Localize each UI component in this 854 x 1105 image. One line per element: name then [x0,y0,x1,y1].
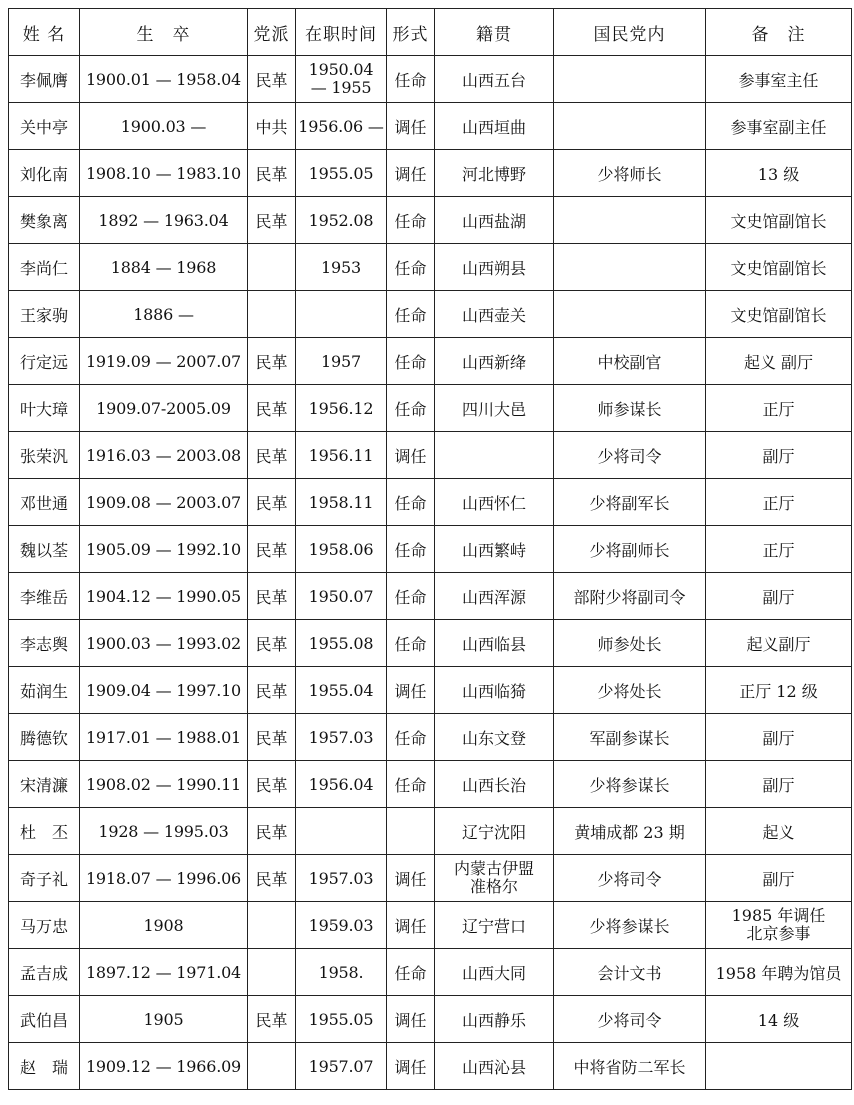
kmt-position-cell [554,103,706,150]
kmt-position-cell: 会计文书 [554,949,706,996]
table-row [9,667,852,714]
form-cell: 任命 [387,761,435,808]
party-cell: 民革 [248,761,296,808]
form-cell: 任命 [387,338,435,385]
name-cell: 杜 丕 [9,808,80,855]
lifespan-cell: 1905 [80,996,248,1043]
kmt-position-cell: 少将师长 [554,150,706,197]
tenure-cell: 1957 [296,338,387,385]
form-cell: 调任 [387,1043,435,1090]
party-cell: 民革 [248,996,296,1043]
party-cell: 民革 [248,620,296,667]
remark-cell: 1958 年聘为馆员 [706,949,852,996]
table-row [9,902,852,949]
table-row [9,103,852,150]
origin-cell: 山西大同 [435,949,554,996]
form-cell: 调任 [387,150,435,197]
kmt-position-cell: 少将司令 [554,432,706,479]
table-row [9,197,852,244]
remark-cell: 正厅 [706,479,852,526]
table-row [9,385,852,432]
origin-cell: 山西沁县 [435,1043,554,1090]
table-row [9,949,852,996]
kmt-header: 国民党内 [554,9,706,56]
kmt-position-cell: 黄埔成都 23 期 [554,808,706,855]
table-body [9,56,852,1090]
form-cell: 任命 [387,197,435,244]
name-cell: 腾德钦 [9,714,80,761]
form-cell: 调任 [387,996,435,1043]
header-row [9,9,852,56]
lifespan-cell: 1909.08 — 2003.07 [80,479,248,526]
party-cell [248,949,296,996]
tenure-cell: 1959.03 [296,902,387,949]
remark-cell: 正厅 [706,385,852,432]
form-cell: 任命 [387,291,435,338]
kmt-position-cell [554,197,706,244]
party-header: 党派 [248,9,296,56]
remark-cell: 参事室副主任 [706,103,852,150]
origin-cell: 山西垣曲 [435,103,554,150]
table-row [9,808,852,855]
lifespan-cell: 1900.03 — 1993.02 [80,620,248,667]
origin-cell: 山西浑源 [435,573,554,620]
party-cell: 民革 [248,667,296,714]
origin-cell [435,432,554,479]
tenure-cell: 1956.11 [296,432,387,479]
table-row [9,714,852,761]
lifespan-cell: 1884 — 1968 [80,244,248,291]
origin-cell: 河北博野 [435,150,554,197]
lifespan-cell: 1918.07 — 1996.06 [80,855,248,902]
remark-cell: 正厅 [706,526,852,573]
lifespan-cell: 1900.01 — 1958.04 [80,56,248,103]
table-row [9,526,852,573]
origin-cell: 山西繁峙 [435,526,554,573]
remark-cell-line: 北京参事 [746,924,811,943]
lifespan-cell: 1909.12 — 1966.09 [80,1043,248,1090]
remark-cell: 起义 副厅 [706,338,852,385]
lifespan-cell: 1919.09 — 2007.07 [80,338,248,385]
origin-header: 籍贯 [435,9,554,56]
origin-cell: 辽宁沈阳 [435,808,554,855]
table-row [9,1043,852,1090]
party-cell: 民革 [248,526,296,573]
origin-cell: 山西壶关 [435,291,554,338]
origin-cell-line: 内蒙古伊盟 [453,859,534,878]
tenure-cell: 1950.07 [296,573,387,620]
kmt-position-cell: 中校副官 [554,338,706,385]
lifespan-cell: 1917.01 — 1988.01 [80,714,248,761]
name-cell: 王家驹 [9,291,80,338]
tenure-cell [296,808,387,855]
remark-cell: 文史馆副馆长 [706,244,852,291]
name-cell: 李志舆 [9,620,80,667]
name-cell: 武伯昌 [9,996,80,1043]
remark-cell: 副厅 [706,432,852,479]
tenure-cell [296,291,387,338]
tenure-cell: 1956.06 — [296,103,387,150]
tenure-cell: 1958. [296,949,387,996]
tenure-cell-line: 1950.04 [308,60,374,79]
form-cell: 任命 [387,479,435,526]
origin-cell: 山西五台 [435,56,554,103]
table-row [9,291,852,338]
origin-cell [435,855,554,902]
kmt-position-cell [554,56,706,103]
remark-cell: 参事室主任 [706,56,852,103]
party-cell: 民革 [248,197,296,244]
table-row [9,338,852,385]
name-cell: 奇子礼 [9,855,80,902]
lifespan-cell: 1905.09 — 1992.10 [80,526,248,573]
form-cell: 调任 [387,432,435,479]
form-cell: 调任 [387,902,435,949]
tenure-cell: 1955.05 [296,996,387,1043]
name-header: 姓 名 [9,9,80,56]
remark-cell: 起义 [706,808,852,855]
dates-header: 生 卒 [80,9,248,56]
table-row [9,761,852,808]
remark-cell: 副厅 [706,855,852,902]
lifespan-cell: 1886 — [80,291,248,338]
party-cell: 民革 [248,432,296,479]
table-row [9,150,852,197]
kmt-position-cell: 少将司令 [554,996,706,1043]
party-cell [248,244,296,291]
name-cell: 赵 瑞 [9,1043,80,1090]
party-cell [248,291,296,338]
name-cell: 李尚仁 [9,244,80,291]
table-row [9,996,852,1043]
kmt-position-cell: 少将司令 [554,855,706,902]
origin-cell: 辽宁营口 [435,902,554,949]
table-row [9,479,852,526]
form-cell: 任命 [387,244,435,291]
form-cell: 任命 [387,949,435,996]
name-cell: 茹润生 [9,667,80,714]
party-cell: 民革 [248,714,296,761]
remark-cell: 13 级 [706,150,852,197]
lifespan-cell: 1908.02 — 1990.11 [80,761,248,808]
remark-cell: 文史馆副馆长 [706,291,852,338]
remark-cell-line: 1985 年调任 [731,906,826,925]
lifespan-cell: 1892 — 1963.04 [80,197,248,244]
remark-cell: 正厅 12 级 [706,667,852,714]
form-cell: 任命 [387,526,435,573]
party-cell: 民革 [248,855,296,902]
tenure-cell-line: — 1955 [310,78,372,97]
origin-cell: 山西静乐 [435,996,554,1043]
form-cell: 任命 [387,56,435,103]
lifespan-cell: 1909.04 — 1997.10 [80,667,248,714]
form-cell: 任命 [387,620,435,667]
form-header: 形式 [387,9,435,56]
lifespan-cell: 1900.03 — [80,103,248,150]
remark-cell: 副厅 [706,714,852,761]
name-cell: 宋清濂 [9,761,80,808]
party-cell: 民革 [248,150,296,197]
party-cell: 民革 [248,385,296,432]
tenure-cell: 1955.08 [296,620,387,667]
lifespan-cell: 1928 — 1995.03 [80,808,248,855]
party-cell: 民革 [248,479,296,526]
party-cell [248,902,296,949]
table-row [9,573,852,620]
remark-cell: 副厅 [706,761,852,808]
remark-cell [706,902,852,949]
kmt-position-cell: 少将处长 [554,667,706,714]
name-cell: 叶大璋 [9,385,80,432]
tenure-cell: 1955.04 [296,667,387,714]
kmt-position-cell: 少将参谋长 [554,761,706,808]
form-cell: 任命 [387,573,435,620]
party-cell: 民革 [248,573,296,620]
lifespan-cell: 1897.12 — 1971.04 [80,949,248,996]
name-cell: 关中亭 [9,103,80,150]
kmt-position-cell: 少将副军长 [554,479,706,526]
name-cell: 邓世通 [9,479,80,526]
party-cell: 民革 [248,338,296,385]
tenure-cell: 1958.06 [296,526,387,573]
name-cell: 张荣汎 [9,432,80,479]
lifespan-cell: 1916.03 — 2003.08 [80,432,248,479]
kmt-position-cell [554,291,706,338]
table-row [9,432,852,479]
tenure-cell: 1953 [296,244,387,291]
remark-cell: 14 级 [706,996,852,1043]
tenure-cell: 1956.04 [296,761,387,808]
name-cell: 樊象离 [9,197,80,244]
lifespan-cell: 1909.07-2005.09 [80,385,248,432]
kmt-position-cell: 少将参谋长 [554,902,706,949]
remark-cell: 副厅 [706,573,852,620]
origin-cell: 山西临猗 [435,667,554,714]
origin-cell: 四川大邑 [435,385,554,432]
party-cell: 中共 [248,103,296,150]
name-cell: 行定远 [9,338,80,385]
staff-roster-table [8,8,852,1090]
table-row [9,56,852,103]
origin-cell: 山西新绛 [435,338,554,385]
kmt-position-cell: 师参谋长 [554,385,706,432]
origin-cell: 山西临县 [435,620,554,667]
kmt-position-cell: 师参处长 [554,620,706,667]
remark-cell: 起义副厅 [706,620,852,667]
form-cell: 任命 [387,714,435,761]
name-cell: 孟吉成 [9,949,80,996]
lifespan-cell: 1908 [80,902,248,949]
name-cell: 李维岳 [9,573,80,620]
name-cell: 马万忠 [9,902,80,949]
party-cell: 民革 [248,808,296,855]
kmt-position-cell: 少将副师长 [554,526,706,573]
party-cell: 民革 [248,56,296,103]
origin-cell: 山西盐湖 [435,197,554,244]
party-cell [248,1043,296,1090]
kmt-position-cell [554,244,706,291]
name-cell: 刘化南 [9,150,80,197]
kmt-position-cell: 军副参谋长 [554,714,706,761]
tenure-cell: 1957.03 [296,714,387,761]
tenure-cell: 1958.11 [296,479,387,526]
form-cell: 调任 [387,667,435,714]
origin-cell: 山西怀仁 [435,479,554,526]
table-row [9,855,852,902]
form-cell: 任命 [387,385,435,432]
tenure-cell: 1955.05 [296,150,387,197]
tenure-cell: 1957.03 [296,855,387,902]
form-cell: 调任 [387,855,435,902]
lifespan-cell: 1904.12 — 1990.05 [80,573,248,620]
remark-cell [706,1043,852,1090]
origin-cell: 山东文登 [435,714,554,761]
tenure-header: 在职时间 [296,9,387,56]
origin-cell: 山西长治 [435,761,554,808]
tenure-cell [296,56,387,103]
remark-header: 备 注 [706,9,852,56]
table-row [9,620,852,667]
tenure-cell: 1952.08 [296,197,387,244]
form-cell [387,808,435,855]
name-cell: 李佩膺 [9,56,80,103]
remark-cell: 文史馆副馆长 [706,197,852,244]
table-row [9,244,852,291]
origin-cell-line: 准格尔 [469,877,518,896]
name-cell: 魏以荃 [9,526,80,573]
origin-cell: 山西朔县 [435,244,554,291]
tenure-cell: 1956.12 [296,385,387,432]
kmt-position-cell: 中将省防二军长 [554,1043,706,1090]
form-cell: 调任 [387,103,435,150]
lifespan-cell: 1908.10 — 1983.10 [80,150,248,197]
tenure-cell: 1957.07 [296,1043,387,1090]
kmt-position-cell: 部附少将副司令 [554,573,706,620]
